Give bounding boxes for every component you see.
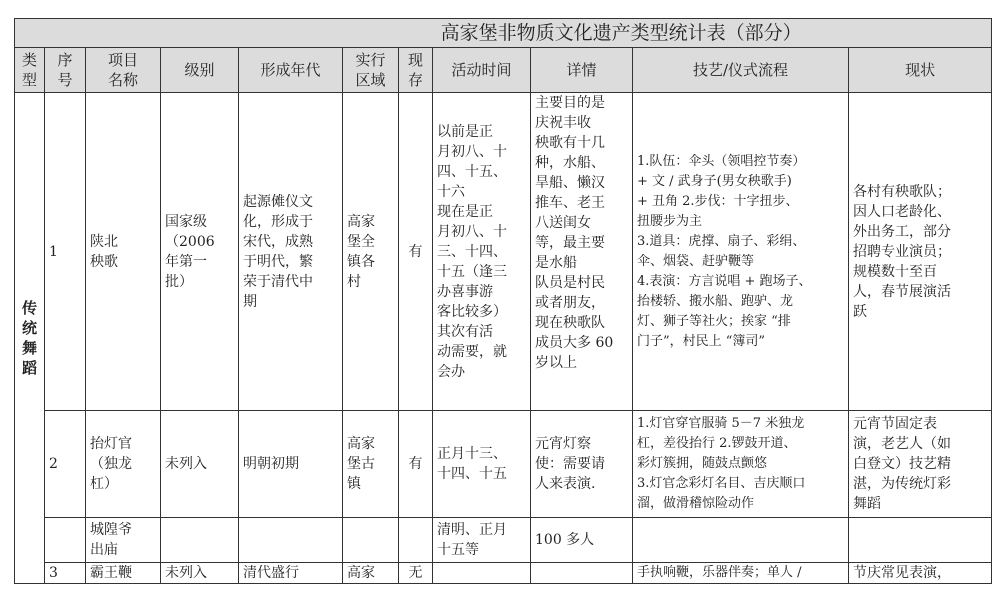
row-region: 高家 — [343, 563, 399, 584]
row-time: 正月十三、 十四、十五 — [433, 411, 531, 518]
row-no: 3 — [45, 563, 86, 584]
heritage-table — [14, 18, 992, 584]
row-status: 各村有秧歌队； 因人口老龄化、 外出务工，部分 招聘专业演员； 规模数十至百 人，春节展演活 跃 — [849, 93, 992, 411]
header-row — [15, 48, 992, 93]
row-era — [239, 518, 343, 563]
row-era: 清代盛行 — [239, 563, 343, 584]
header-name: 项目 名称 — [86, 48, 161, 93]
row-detail — [531, 563, 633, 584]
table-row — [15, 411, 992, 518]
row-process: 手执响鞭，乐器伴奏；单人 / — [633, 563, 849, 584]
row-region: 高家 堡全 镇各 村 — [343, 93, 399, 411]
header-exists: 现 存 — [399, 48, 433, 93]
row-no: 2 — [45, 411, 86, 518]
row-no: 1 — [45, 93, 86, 411]
row-detail: 100 多人 — [531, 518, 633, 563]
row-name: 陕北 秧歌 — [86, 93, 161, 411]
row-time — [433, 563, 531, 584]
header-process: 技艺/仪式流程 — [633, 48, 849, 93]
type-cell: 传 统 舞 蹈 — [15, 93, 45, 584]
row-region: 高家 堡古 镇 — [343, 411, 399, 518]
row-level: 国家级 （2006 年第一 批） — [161, 93, 239, 411]
row-detail: 主要目的是 庆祝丰收 秧歌有十几 种，水船、 旱船、懒汉 推车、老王 八送闺女 等，最主要 是水船 队员是村民 或者朋友， 现在秧歌队 成员大多 60 岁以上 — [531, 93, 633, 411]
table-row — [15, 563, 992, 584]
header-detail: 详情 — [531, 48, 633, 93]
row-process: 1.队伍：伞头（领唱控节奏） + 文 / 武身子(男女秧歌手) + 丑角 2.步伐：十字扭步、 扭腰步为主 3.道具：虎撑、扇子、彩绢、 伞、烟袋、赶驴鞭等 4.表演：方言说唱 + 跑场子、 抬楼轿、搬水船、跑驴、龙 灯、狮子等社火；挨家 “排 门子”，村民上 “簿司” — [633, 93, 849, 411]
row-time: 以前是正 月初八、十 四、十五、 十六 现在是正 月初八、十 三、十四、 十五（逢三 办喜事游 客比较多） 其次有活 动需要，就 会办 — [433, 93, 531, 411]
row-name: 霸王鞭 — [86, 563, 161, 584]
row-status: 节庆常见表演， — [849, 563, 992, 584]
header-no: 序 号 — [45, 48, 86, 93]
row-detail: 元宵灯察 使：需要请 人来表演. — [531, 411, 633, 518]
header-status: 现状 — [849, 48, 992, 93]
row-era: 起源傩仪文 化，形成于 宋代，成熟 于明代，繁 荣于清代中 期 — [239, 93, 343, 411]
header-time: 活动时间 — [433, 48, 531, 93]
row-level: 未列入 — [161, 411, 239, 518]
table-row — [15, 93, 992, 411]
row-exists — [399, 518, 433, 563]
header-level: 级别 — [161, 48, 239, 93]
row-time: 清明、正月 十五等 — [433, 518, 531, 563]
header-type: 类 型 — [15, 48, 45, 93]
row-level — [161, 518, 239, 563]
row-process — [633, 518, 849, 563]
row-level: 未列入 — [161, 563, 239, 584]
table-title: 高家堡非物质文化遗产类型统计表（部分） — [15, 19, 992, 48]
header-region: 实行 区域 — [343, 48, 399, 93]
row-name: 城隍爷 出庙 — [86, 518, 161, 563]
row-status — [849, 518, 992, 563]
row-process: 1.灯官穿官服骑 5－7 米独龙 杠，差役抬行 2.锣鼓开道、 彩灯簇拥，随鼓点颤悠 3.灯官念彩灯名目、吉庆顺口 溜，做滑稽惊险动作 — [633, 411, 849, 518]
row-name: 抬灯官 （独龙 杠） — [86, 411, 161, 518]
row-exists: 有 — [399, 411, 433, 518]
table-row — [15, 518, 992, 563]
row-exists: 有 — [399, 93, 433, 411]
row-exists: 无 — [399, 563, 433, 584]
header-era: 形成年代 — [239, 48, 343, 93]
row-era: 明朝初期 — [239, 411, 343, 518]
row-region — [343, 518, 399, 563]
row-status: 元宵节固定表 演，老艺人（如 白登文）技艺精 湛，为传统灯彩 舞蹈 — [849, 411, 992, 518]
row-no — [45, 518, 86, 563]
